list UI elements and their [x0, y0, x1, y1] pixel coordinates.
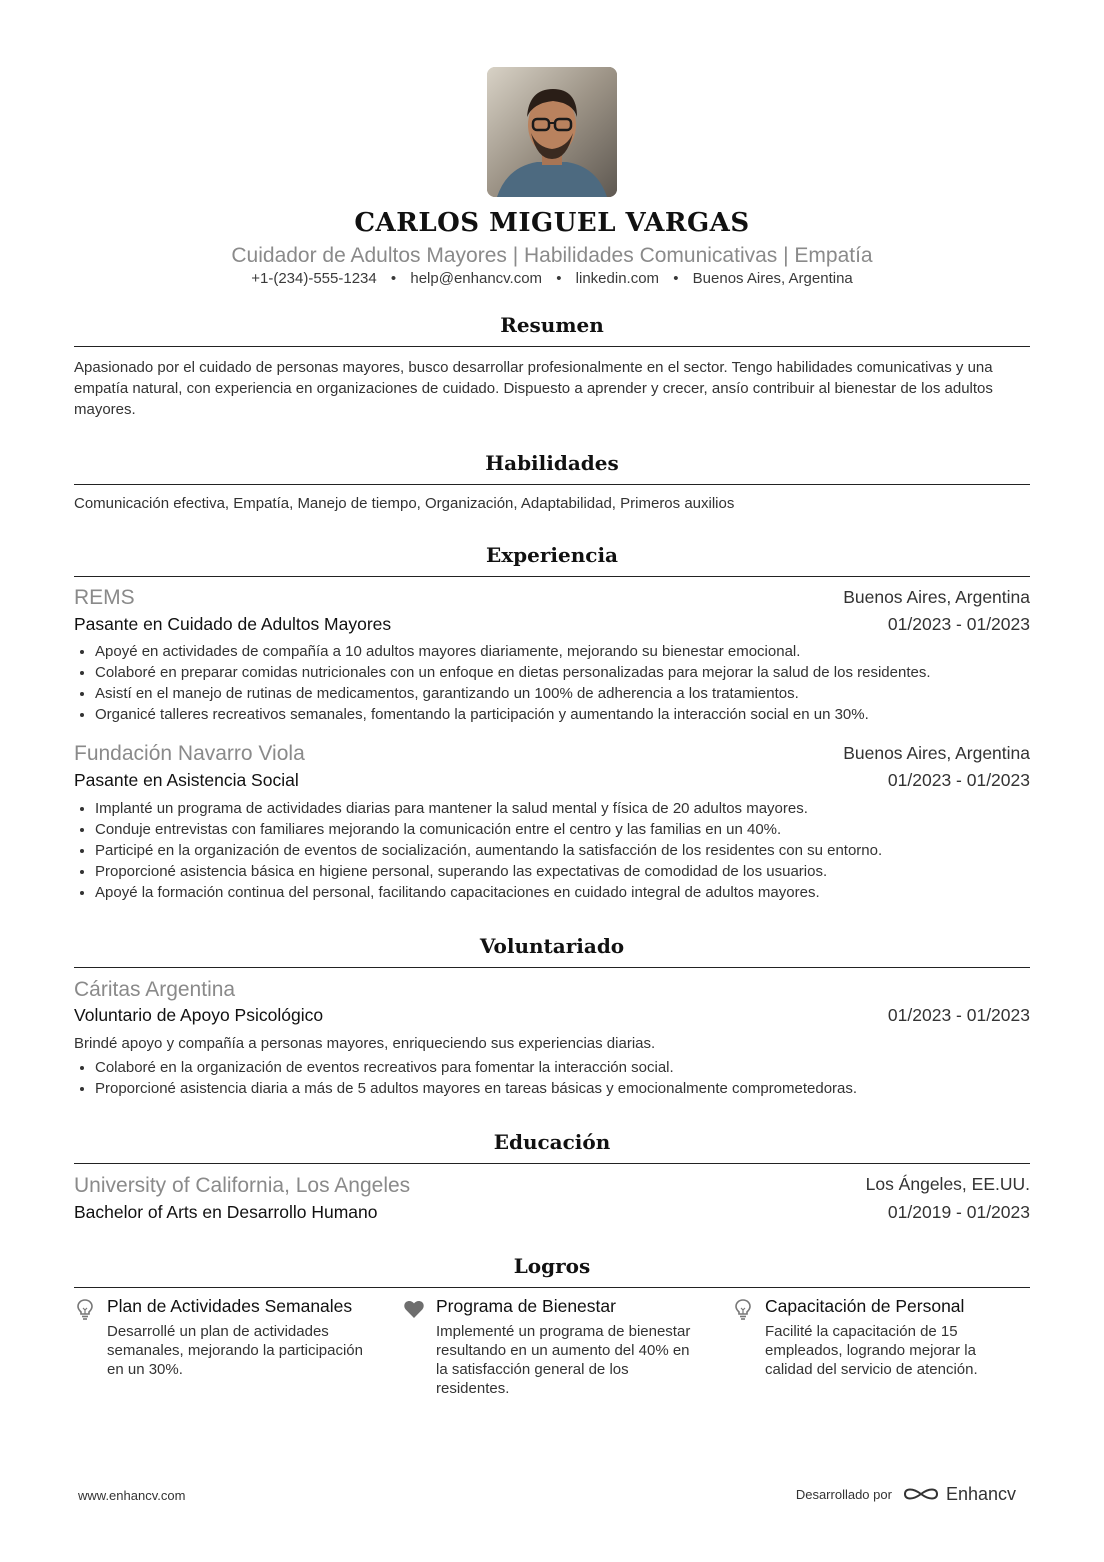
section-divider	[74, 967, 1030, 968]
education-dates: 01/2019 - 01/2023	[887, 1202, 1030, 1222]
heart-icon	[403, 1298, 425, 1320]
section-title-achievements: Logros	[513, 1254, 591, 1278]
volunteer-description: Brindé apoyo y compañía a personas mayores, enriqueciendo sus experiencias diarias.	[74, 1035, 656, 1052]
achievement-description: Desarrollé un plan de actividades semanales, mejorando la participación en un 30%.	[107, 1323, 363, 1378]
experience-bullets	[74, 641, 1030, 725]
bullet-item: Implanté un programa de actividades diarias para mantener la salud mental y física de 20 adultos mayores.	[74, 798, 1030, 819]
bullet-item: Conduje entrevistas con familiares mejorando la comunicación entre el centro y las familias en un 40%.	[74, 819, 1030, 840]
experience-bullets	[74, 798, 1030, 903]
email-link[interactable]: help@enhancv.com	[410, 270, 543, 287]
achievement-title: Capacitación de Personal	[765, 1296, 965, 1316]
achievement-description: Facilité la capacitación de 15 empleados, logrando mejorar la calidad del servicio de atención.	[765, 1323, 978, 1378]
achievement-title: Plan de Actividades Semanales	[107, 1296, 353, 1316]
powered-by-text: Desarrollado por	[795, 1486, 892, 1502]
bullet-item: Organicé talleres recreativos semanales, fomentando la participación y aumentando la interacción social en un 30%.	[74, 704, 1030, 725]
job-dates: 01/2023 - 01/2023	[887, 614, 1030, 634]
profile-photo	[487, 67, 617, 197]
candidate-name: CARLOS MIGUEL VARGAS	[354, 208, 750, 238]
candidate-headline: Cuidador de Adultos Mayores | Habilidades Comunicativas | Empatía	[231, 244, 873, 267]
volunteer-dates: 01/2023 - 01/2023	[887, 1005, 1030, 1025]
section-divider	[74, 1163, 1030, 1164]
section-title-summary: Resumen	[500, 313, 604, 337]
summary-text: Apasionado por el cuidado de personas mayores, busco desarrollar profesionalmente en el sector. Tengo habilidades comunicativas y una empatía natural, con experiencia en organizaciones de cuidado. Dispuesto a aprender y crecer, ansío contribuir al bienestar de los adultos mayores.	[74, 359, 993, 418]
school-location: Los Ángeles, EE.UU.	[865, 1174, 1030, 1194]
footer-branding	[796, 1484, 1016, 1504]
section-divider	[74, 346, 1030, 347]
location-text: Buenos Aires, Argentina	[692, 270, 853, 287]
section-divider	[74, 576, 1030, 577]
bullet-item: Asistí en el manejo de rutinas de medicamentos, garantizando un 100% de adherencia a los tratamientos.	[74, 683, 1030, 704]
section-title-education: Educación	[493, 1130, 611, 1154]
achievement-description: Implementé un programa de bienestar resultando en un aumento del 40% en la satisfacción general de los residentes.	[436, 1323, 691, 1397]
company-name: REMS	[74, 586, 135, 609]
bullet-item: Participé en la organización de eventos de socialización, aumentando la satisfacción de los residentes con su entorno.	[74, 840, 1030, 861]
bullet-item: Apoyé en actividades de compañía a 10 adultos mayores diariamente, mejorando su bienestar emocional.	[74, 641, 1030, 662]
achievement-title: Programa de Bienestar	[436, 1296, 616, 1316]
volunteer-bullets	[74, 1057, 1030, 1099]
volunteer-role: Voluntario de Apoyo Psicológico	[74, 1005, 324, 1025]
bullet-item: Proporcioné asistencia diaria a más de 5 adultos mayores en tareas básicas y emocionalmente comprometedoras.	[74, 1078, 1030, 1099]
phone-text: +1-(234)-555-1234	[251, 270, 377, 287]
separator-dot: •	[390, 270, 397, 287]
degree-name: Bachelor of Arts en Desarrollo Humano	[74, 1202, 378, 1222]
separator-dot: •	[673, 270, 679, 287]
lightbulb-icon	[732, 1298, 754, 1320]
bullet-item: Colaboré en la organización de eventos recreativos para fomentar la interacción social.	[74, 1057, 1030, 1078]
person-portrait-icon	[487, 67, 617, 197]
job-location: Buenos Aires, Argentina	[843, 743, 1030, 763]
enhancv-logo-icon	[902, 1484, 940, 1504]
section-title-skills: Habilidades	[485, 451, 619, 475]
section-title-volunteer: Voluntariado	[479, 934, 625, 958]
bullet-item: Colaboré en preparar comidas nutricionales con un enfoque en dietas personalizadas para mejorar la salud de los residentes.	[74, 662, 1030, 683]
section-divider	[74, 484, 1030, 485]
school-name: University of California, Los Angeles	[74, 1174, 411, 1197]
job-location: Buenos Aires, Argentina	[843, 587, 1030, 607]
separator-dot: •	[556, 270, 562, 287]
job-dates: 01/2023 - 01/2023	[887, 770, 1030, 790]
company-name: Fundación Navarro Viola	[74, 742, 305, 765]
skills-text: Comunicación efectiva, Empatía, Manejo de tiempo, Organización, Adaptabilidad, Primeros auxilios	[74, 495, 735, 512]
job-role: Pasante en Asistencia Social	[74, 770, 299, 790]
brand-name[interactable]: Enhancv	[945, 1483, 1016, 1504]
bullet-item: Apoyé la formación continua del personal, facilitando capacitaciones en cuidado integral de adultos mayores.	[74, 882, 1030, 903]
job-role: Pasante en Cuidado de Adultos Mayores	[74, 614, 392, 634]
section-divider	[74, 1287, 1030, 1288]
bullet-item: Proporcioné asistencia básica en higiene personal, superando las expectativas de comodidad de los usuarios.	[74, 861, 1030, 882]
section-title-experience: Experiencia	[485, 543, 618, 567]
lightbulb-icon	[74, 1298, 96, 1320]
linkedin-link[interactable]: linkedin.com	[575, 270, 660, 287]
contact-line	[74, 270, 1030, 287]
organization-name: Cáritas Argentina	[74, 978, 236, 1001]
footer-website-link[interactable]: www.enhancv.com	[78, 1488, 186, 1503]
